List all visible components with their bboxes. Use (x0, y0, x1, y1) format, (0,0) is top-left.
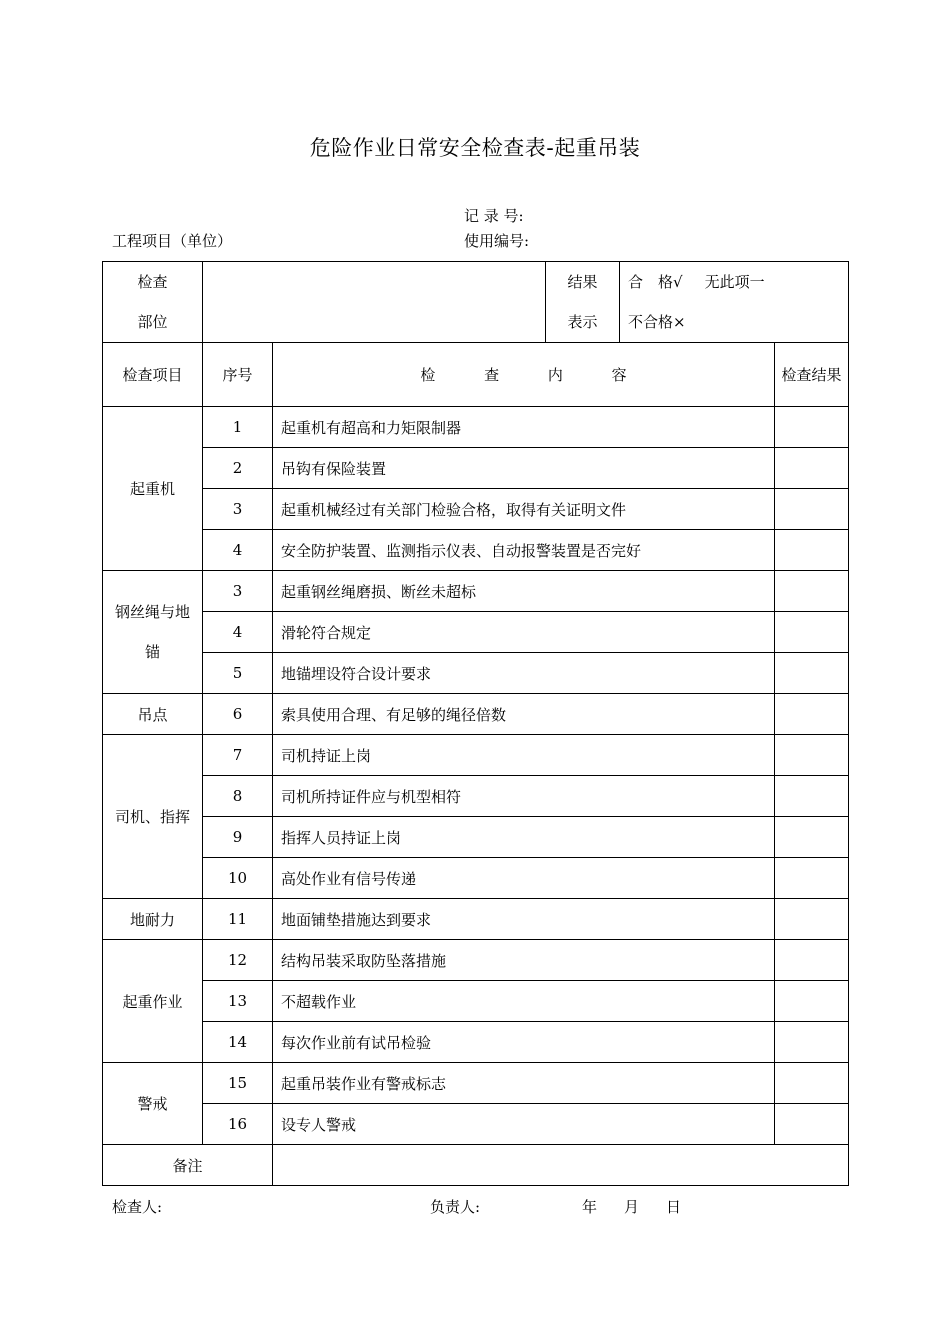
result-cell[interactable] (775, 735, 849, 776)
location-label-line2: 部位 (137, 313, 168, 331)
table-row (103, 1022, 849, 1063)
table-row (103, 448, 849, 489)
seq-cell: 16 (203, 1104, 273, 1145)
legend-line1 (628, 262, 848, 302)
check-item-group: 起重机 (103, 407, 203, 571)
seq-cell: 4 (203, 612, 273, 653)
table-row (103, 981, 849, 1022)
column-header-row (103, 343, 849, 407)
header-info-row (103, 262, 849, 343)
table-row (103, 571, 849, 612)
content-cell: 指挥人员持证上岗 (273, 817, 775, 858)
check-item-group: 起重作业 (103, 940, 203, 1063)
content-cell: 起重机械经过有关部门检验合格，取得有关证明文件 (273, 489, 775, 530)
col-header-content-text: 检 查 内 容 (420, 366, 649, 384)
item-rows (103, 407, 849, 1145)
result-cell[interactable] (775, 940, 849, 981)
result-cell[interactable] (775, 612, 849, 653)
remarks-cell[interactable] (273, 1145, 849, 1186)
content-cell: 高处作业有信号传递 (273, 858, 775, 899)
result-label-line1: 结果 (567, 273, 598, 291)
check-item-group: 吊点 (103, 694, 203, 735)
legend-na: 无此项一 (704, 273, 765, 291)
table-row (103, 1063, 849, 1104)
check-item-group: 警戒 (103, 1063, 203, 1145)
result-cell[interactable] (775, 1022, 849, 1063)
check-item-group: 钢丝绳与地锚 (103, 571, 203, 694)
content-cell: 设专人警戒 (273, 1104, 775, 1145)
table-row (103, 653, 849, 694)
table-row (103, 858, 849, 899)
check-item-group: 司机、指挥 (103, 735, 203, 899)
seq-cell: 14 (203, 1022, 273, 1063)
result-cell[interactable] (775, 776, 849, 817)
col-header-item: 检查项目 (103, 343, 203, 407)
result-cell[interactable] (775, 1104, 849, 1145)
seq-cell: 2 (203, 448, 273, 489)
table-row (103, 735, 849, 776)
date-day: 日 (666, 1198, 682, 1216)
table-row (103, 1104, 849, 1145)
table-row (103, 530, 849, 571)
legend-fail: 不合格× (628, 313, 686, 331)
result-cell[interactable] (775, 530, 849, 571)
content-cell: 地面铺垫措施达到要求 (273, 899, 775, 940)
table-row (103, 899, 849, 940)
responsible-label: 负责人: (430, 1198, 481, 1216)
seq-cell: 8 (203, 776, 273, 817)
content-cell: 每次作业前有试吊检验 (273, 1022, 775, 1063)
legend-pass: 合 格√ (628, 273, 683, 291)
seq-cell: 3 (203, 571, 273, 612)
seq-cell: 6 (203, 694, 273, 735)
table-row (103, 940, 849, 981)
table-row (103, 489, 849, 530)
result-cell[interactable] (775, 448, 849, 489)
content-cell: 地锚埋设符合设计要求 (273, 653, 775, 694)
location-label-line1: 检查 (137, 273, 168, 291)
content-cell: 起重机有超高和力矩限制器 (273, 407, 775, 448)
result-cell[interactable] (775, 489, 849, 530)
date-month: 月 (624, 1198, 640, 1216)
use-number-label: 使用编号: (464, 232, 530, 250)
content-cell: 不超载作业 (273, 981, 775, 1022)
location-label-cell (103, 262, 203, 343)
date-year: 年 (582, 1198, 598, 1216)
content-cell: 起重吊装作业有警戒标志 (273, 1063, 775, 1104)
seq-cell: 15 (203, 1063, 273, 1104)
content-cell: 索具使用合理、有足够的绳径倍数 (273, 694, 775, 735)
content-cell: 结构吊装采取防坠落措施 (273, 940, 775, 981)
seq-cell: 7 (203, 735, 273, 776)
inspection-table (102, 261, 849, 1186)
result-label-line2: 表示 (567, 313, 598, 331)
seq-cell: 13 (203, 981, 273, 1022)
seq-cell: 4 (203, 530, 273, 571)
table-row (103, 612, 849, 653)
result-cell[interactable] (775, 858, 849, 899)
result-cell[interactable] (775, 694, 849, 735)
seq-cell: 11 (203, 899, 273, 940)
content-cell: 司机所持证件应与机型相符 (273, 776, 775, 817)
check-item-group: 地耐力 (103, 899, 203, 940)
remarks-label: 备注 (103, 1145, 273, 1186)
inspector-label: 检查人: (112, 1198, 163, 1216)
remarks-row (103, 1145, 849, 1186)
page-title: 危险作业日常安全检查表-起重吊装 (309, 136, 641, 160)
seq-cell: 9 (203, 817, 273, 858)
result-cell[interactable] (775, 407, 849, 448)
location-input-cell[interactable] (203, 262, 546, 343)
seq-cell: 1 (203, 407, 273, 448)
result-cell[interactable] (775, 981, 849, 1022)
result-legend-cell (620, 262, 849, 343)
result-cell[interactable] (775, 1063, 849, 1104)
content-cell: 滑轮符合规定 (273, 612, 775, 653)
col-header-seq: 序号 (203, 343, 273, 407)
result-cell[interactable] (775, 571, 849, 612)
seq-cell: 5 (203, 653, 273, 694)
seq-cell: 10 (203, 858, 273, 899)
seq-cell: 12 (203, 940, 273, 981)
content-cell: 吊钩有保险装置 (273, 448, 775, 489)
seq-cell: 3 (203, 489, 273, 530)
table-row (103, 694, 849, 735)
col-header-result: 检查结果 (775, 343, 849, 407)
table-row (103, 407, 849, 448)
project-label: 工程项目（单位） (112, 232, 233, 250)
record-number-label: 记 录 号: (464, 207, 524, 225)
result-cell[interactable] (775, 653, 849, 694)
content-cell: 司机持证上岗 (273, 735, 775, 776)
result-cell[interactable] (775, 817, 849, 858)
table-row (103, 776, 849, 817)
result-label-cell (546, 262, 620, 343)
table-row (103, 817, 849, 858)
col-header-content (273, 343, 775, 407)
result-cell[interactable] (775, 899, 849, 940)
content-cell: 起重钢丝绳磨损、断丝未超标 (273, 571, 775, 612)
content-cell: 安全防护装置、监测指示仪表、自动报警装置是否完好 (273, 530, 775, 571)
